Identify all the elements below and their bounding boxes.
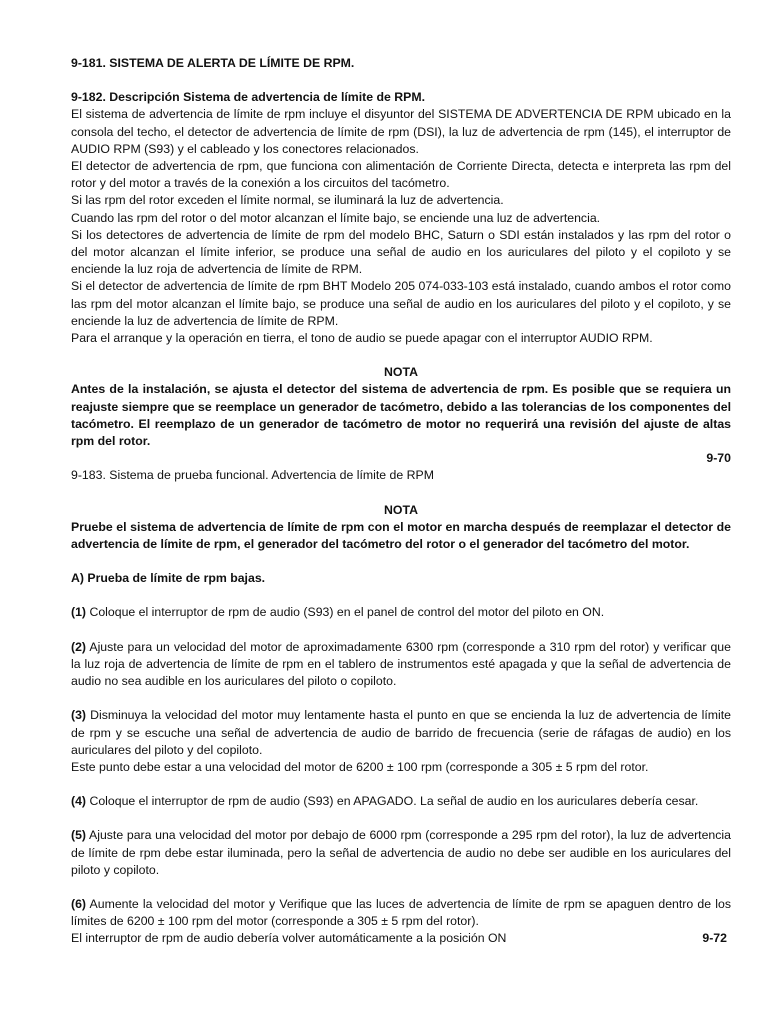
step-text: Ajuste para una velocidad del motor por debajo de 6000 rpm (corresponde a 295 rpm del rotor), la luz de advertencia de límite de rpm debe estar iluminada, pero la señal de advertencia de audio no debe ser audible en los auriculares del piloto y copiloto. [71, 828, 731, 877]
document-body [71, 55, 731, 948]
step-3 [71, 707, 731, 759]
step-1 [71, 604, 731, 621]
note-heading: NOTA [384, 502, 418, 517]
step-number: (6) [71, 896, 87, 911]
subsection-a-title: A) Prueba de límite de rpm bajas. [71, 571, 266, 586]
step-2 [71, 639, 731, 691]
step-number: (4) [71, 794, 87, 809]
step-6 [71, 896, 731, 930]
step-text: Coloque el interruptor de rpm de audio (S93) en APAGADO. La señal de audio en los auriculares debería cesar. [86, 794, 699, 809]
step-3-note: Este punto debe estar a una velocidad del motor de 6200 ± 100 rpm (corresponde a 305 ± 5 rpm del rotor. [71, 759, 649, 774]
step-text: Coloque el interruptor de rpm de audio (S93) en el panel de control del motor del piloto en ON. [86, 605, 605, 620]
step-text: Disminuya la velocidad del motor muy lentamente hasta el punto en que se encienda la luz de advertencia de límite de rpm y se escuche una señal de advertencia de audio de barrido de frecuencia (serie de ráfagas de audio) en los auriculares del piloto y del copiloto. [71, 708, 731, 757]
step-number: (1) [71, 605, 87, 620]
page-reference: 9-70 [706, 451, 731, 466]
step-6-note: El interruptor de rpm de audio debería volver automáticamente a la posición ON [71, 931, 507, 946]
step-4 [71, 793, 731, 810]
step-number: (3) [71, 708, 87, 723]
paragraph: El sistema de advertencia de límite de rpm incluye el disyuntor del SISTEMA DE ADVERTENCIA DE RPM ubicado en la consola del techo, el detector de advertencia de límite de rpm (DSI), la luz de advertencia de rpm (145), el interruptor de AUDIO RPM (S93) y el cableado y los conectores relacionados. [71, 107, 731, 156]
note-text: Antes de la instalación, se ajusta el detector del sistema de advertencia de rpm. Es posible que se requiera un reajuste siempre que se reemplace un generador de tacómetro, debido a las tolerancias de los componentes del tacómetro. El reemplazo de un generador de tacómetro de motor no requerirá una revisión del ajuste de altas rpm del rotor. [71, 382, 731, 449]
step-5 [71, 827, 731, 879]
section-9-183-title: 9-183. Sistema de prueba funcional. Advertencia de límite de RPM [71, 468, 434, 483]
note-text: Pruebe el sistema de advertencia de límite de rpm con el motor en marcha después de reemplazar el detector de advertencia de límite de rpm, el generador del tacómetro del rotor o el generador del tacómetro del motor. [71, 519, 731, 552]
step-number: (2) [71, 639, 87, 654]
paragraph: Para el arranque y la operación en tierra, el tono de audio se puede apagar con el interruptor AUDIO RPM. [71, 331, 653, 346]
page-reference: 9-72 [702, 931, 727, 946]
step-text: Ajuste para un velocidad del motor de aproximadamente 6300 rpm (corresponde a 310 rpm del rotor) y verificar que la luz roja de advertencia de límite de rpm en el tablero de instrumentos esté apagada y que la señal de advertencia de audio no sea audible en los auriculares del piloto o copiloto. [71, 639, 731, 689]
section-9-181-title: 9-181. SISTEMA DE ALERTA DE LÍMITE DE RPM. [71, 56, 355, 70]
final-line [71, 930, 731, 947]
paragraph: El detector de advertencia de rpm, que funciona con alimentación de Corriente Directa, detecta e interpreta las rpm del rotor y del motor a través de la conexión a los circuitos del tacómetro. [71, 159, 731, 191]
paragraph: Cuando las rpm del rotor o del motor alcanzan el límite bajo, se enciende una luz de advertencia. [71, 210, 601, 225]
step-text: Aumente la velocidad del motor y Verifique que las luces de advertencia de límite de rpm se apaguen dentro de los límites de 6200 ± 100 rpm del motor (corresponde a 305 ± 5 rpm del rotor). [71, 896, 731, 929]
paragraph: Si los detectores de advertencia de límite de rpm del modelo BHC, Saturn o SDI están instalados y las rpm del rotor o del motor alcanzan el límite inferior, se produce una señal de audio en los auriculares del piloto y el copiloto y se enciende la luz roja de advertencia de límite de RPM. [71, 227, 731, 277]
step-number: (5) [71, 828, 87, 843]
paragraph: Si las rpm del rotor exceden el límite normal, se iluminará la luz de advertencia. [71, 193, 504, 208]
note-heading: NOTA [384, 365, 418, 380]
section-9-182-title: 9-182. Descripción Sistema de advertencia de límite de RPM. [71, 90, 426, 105]
paragraph: Si el detector de advertencia de límite de rpm BHT Modelo 205 074-033-103 está instalado, cuando ambos el rotor como las rpm del motor alcanzan el límite bajo, se produce una señal de audio en los auriculares del piloto y el copiloto, y se enciende la luz de advertencia de límite de RPM. [71, 279, 731, 328]
